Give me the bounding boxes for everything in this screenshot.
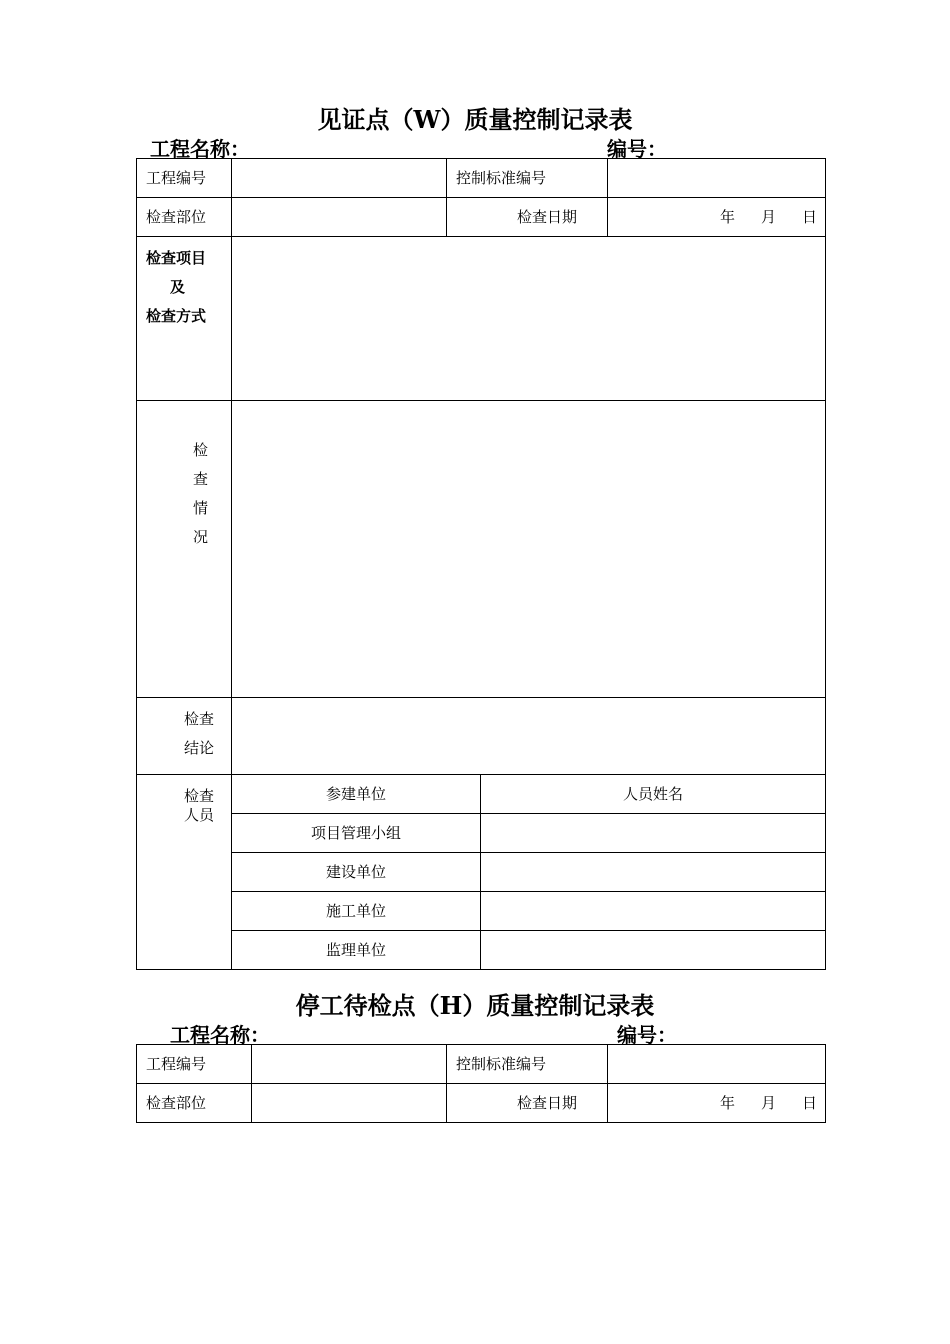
form1-conclusion-label (137, 698, 232, 775)
form2-date-day: 日 (801, 1094, 817, 1112)
form1-conclusion-line2: 结论 (184, 739, 215, 757)
form1-project-no-label: 工程编号 (137, 159, 232, 198)
form1-check-date-value[interactable] (608, 198, 826, 237)
form1-check-location-value[interactable] (232, 198, 447, 237)
form1-date-year: 年 (719, 208, 735, 226)
form1-inspectors-table (136, 774, 826, 970)
form1-unit-construction-owner: 建设单位 (232, 853, 481, 892)
form1-inspectors-line1: 检查 (184, 787, 215, 805)
form1-serial-label: 编号： (607, 137, 667, 161)
form1-name-construction-owner[interactable] (481, 853, 826, 892)
form1-items-line2: 及 (170, 278, 186, 296)
form1-inspectors-label (137, 775, 232, 970)
form2-check-date-value[interactable] (608, 1084, 826, 1123)
form1-body-table (136, 236, 826, 775)
form2-check-date-label: 检查日期 (447, 1084, 608, 1123)
form2-date-month: 月 (760, 1094, 776, 1112)
form1-date-month: 月 (760, 208, 776, 226)
form1-items-value[interactable] (232, 237, 826, 401)
form2-project-no-value[interactable] (252, 1045, 447, 1084)
form2-project-no-label: 工程编号 (137, 1045, 252, 1084)
form1-unit-contractor: 施工单位 (232, 892, 481, 931)
form1-header-table (136, 158, 826, 237)
form1-inspectors-line2: 人员 (184, 806, 215, 824)
form2-title: 停工待检点（H）质量控制记录表 (295, 991, 655, 1020)
form1-name-supervisor[interactable] (481, 931, 826, 970)
form1-standard-no-label: 控制标准编号 (447, 159, 608, 198)
form1-participant-unit-header: 参建单位 (232, 775, 481, 814)
form1-situation-char-1: 检 (193, 441, 209, 459)
form1-project-no-value[interactable] (232, 159, 447, 198)
form2-header-table (136, 1044, 826, 1123)
form1-title: 见证点（W）质量控制记录表 (317, 105, 633, 134)
form1-situation-value[interactable] (232, 401, 826, 698)
form2-serial-label: 编号： (617, 1023, 677, 1047)
form1-date-day: 日 (801, 208, 817, 226)
form2-check-location-value[interactable] (252, 1084, 447, 1123)
form1-items-label (137, 237, 232, 401)
form1-name-contractor[interactable] (481, 892, 826, 931)
form1-situation-char-4: 况 (193, 528, 209, 546)
form1-person-name-header: 人员姓名 (481, 775, 826, 814)
form1-check-date-label: 检查日期 (447, 198, 608, 237)
form1-items-line3: 检查方式 (146, 307, 207, 325)
form1-situation-char-3: 情 (193, 499, 209, 517)
form1-check-location-label: 检查部位 (137, 198, 232, 237)
form1-items-line1: 检查项目 (146, 249, 207, 267)
form2-standard-no-label: 控制标准编号 (447, 1045, 608, 1084)
form1-situation-char-2: 查 (193, 470, 209, 488)
form2-check-location-label: 检查部位 (137, 1084, 252, 1123)
form1-conclusion-value[interactable] (232, 698, 826, 775)
form2-date-year: 年 (719, 1094, 735, 1112)
form1-unit-project-mgmt: 项目管理小组 (232, 814, 481, 853)
form1-project-name-label: 工程名称： (150, 137, 250, 161)
form1-name-project-mgmt[interactable] (481, 814, 826, 853)
form1-situation-label (137, 401, 232, 698)
form1-conclusion-line1: 检查 (184, 710, 215, 728)
form1-unit-supervisor: 监理单位 (232, 931, 481, 970)
form2-project-name-label: 工程名称： (170, 1023, 270, 1047)
form1-standard-no-value[interactable] (608, 159, 826, 198)
form2-standard-no-value[interactable] (608, 1045, 826, 1084)
